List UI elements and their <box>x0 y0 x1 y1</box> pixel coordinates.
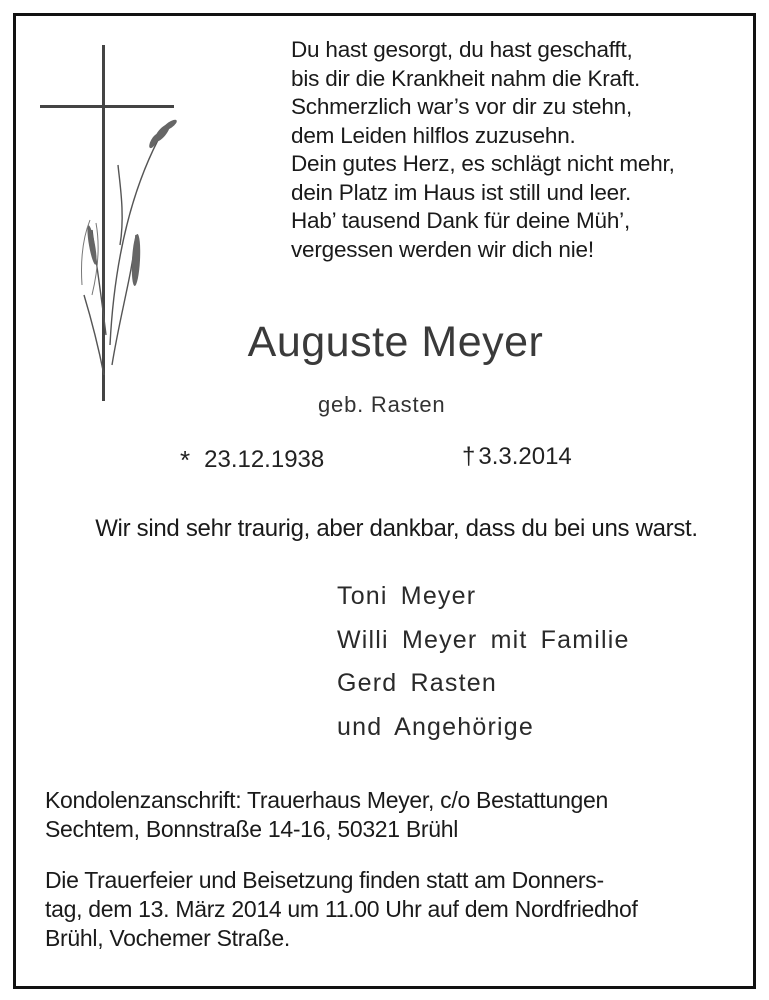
poem-line: vergessen werden wir dich nie! <box>291 236 594 262</box>
memorial-poem <box>291 36 741 264</box>
birth-date-value: 23.12.1938 <box>204 446 325 473</box>
mourner: Willi Meyer mit Familie <box>337 625 630 654</box>
poem-line: Schmerzlich war’s vor dir zu stehn, <box>291 94 633 119</box>
mourner: Gerd Rasten <box>337 669 497 697</box>
mourner: und Angehörige <box>337 712 534 741</box>
condolence-address <box>45 786 745 844</box>
ceremony-line: tag, dem 13. März 2014 um 11.00 Uhr auf dem Nordfriedhof <box>45 896 638 922</box>
deceased-name: Auguste Meyer <box>247 318 544 366</box>
birth-name: geb. Rasten <box>318 392 446 417</box>
poem-line: bis dir die Krankheit nahm die Kraft. <box>291 65 641 91</box>
ceremony-info <box>45 866 745 953</box>
death-cross-icon: † <box>462 443 476 470</box>
condolence-line: Kondolenzanschrift: Trauerhaus Meyer, c/o Bestattungen <box>45 787 608 813</box>
birth-date <box>180 443 324 474</box>
poem-line: Hab’ tausend Dank für deine Müh’, <box>291 208 631 233</box>
mourners-list <box>337 575 630 749</box>
ceremony-line: Die Trauerfeier und Beisetzung finden statt am Donners- <box>45 867 604 893</box>
poem-line: dein Platz im Haus ist still und leer. <box>291 179 632 205</box>
condolence-line: Sechtem, Bonnstraße 14-16, 50321 Brühl <box>45 816 459 842</box>
poem-line: Du hast gesorgt, du hast geschafft, <box>291 37 633 62</box>
death-date-value: 3.3.2014 <box>478 443 572 470</box>
poem-line: Dein gutes Herz, es schlägt nicht mehr, <box>291 151 675 176</box>
birth-star-icon: * <box>180 445 191 475</box>
thanks-line: Wir sind sehr traurig, aber dankbar, dass du bei uns warst. <box>95 515 698 542</box>
mourner: Toni Meyer <box>337 582 477 610</box>
ceremony-line: Brühl, Vochemer Straße. <box>45 925 290 951</box>
death-date <box>462 443 572 471</box>
poem-line: dem Leiden hilflos zuzusehn. <box>291 122 576 148</box>
